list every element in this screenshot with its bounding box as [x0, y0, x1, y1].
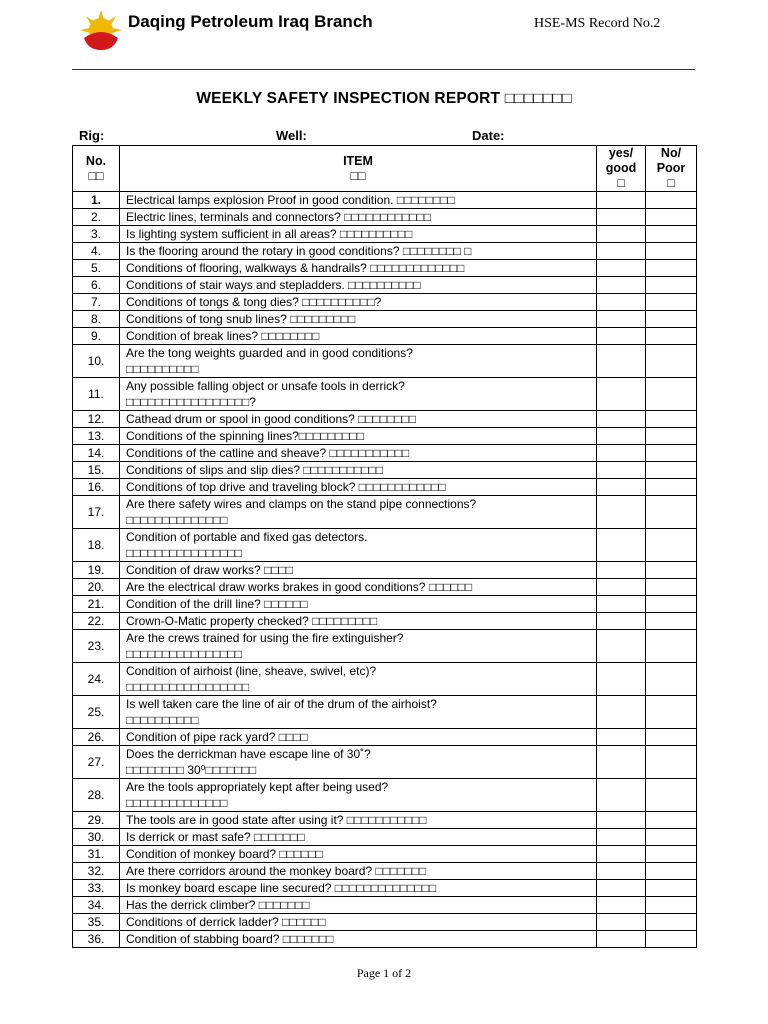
yes-good-cell[interactable] [597, 779, 646, 812]
yes-good-cell[interactable] [597, 260, 646, 277]
yes-good-cell[interactable] [597, 829, 646, 846]
row-item [120, 729, 597, 746]
row-item [120, 696, 597, 729]
row-item-text: Conditions of tongs & tong dies? □□□□□□□□□□? [126, 295, 382, 309]
row-item-text: Is the flooring around the rotary in good conditions? □□□□□□□□ □ [126, 244, 472, 258]
yes-good-cell[interactable] [597, 630, 646, 663]
row-number: 19. [73, 562, 120, 579]
yes-good-cell[interactable] [597, 696, 646, 729]
no-poor-cell[interactable] [646, 863, 697, 880]
row-item-text: Conditions of tong snub lines? □□□□□□□□□ [126, 312, 356, 326]
no-poor-cell[interactable] [646, 812, 697, 829]
table-row [73, 663, 697, 696]
row-number: 35. [73, 914, 120, 931]
row-item [120, 345, 597, 378]
yes-good-cell[interactable] [597, 294, 646, 311]
row-item [120, 411, 597, 428]
row-item [120, 812, 597, 829]
row-item-text: Conditions of top drive and traveling block? □□□□□□□□□□□□ [126, 480, 446, 494]
table-row [73, 812, 697, 829]
no-poor-cell[interactable] [646, 311, 697, 328]
row-item [120, 226, 597, 243]
table-row [73, 696, 697, 729]
yes-good-cell[interactable] [597, 863, 646, 880]
row-item-text-zh: □□□□□□□□□□□□□□ [126, 513, 228, 527]
no-poor-cell[interactable] [646, 277, 697, 294]
row-number: 31. [73, 846, 120, 863]
row-item-text-zh: □□□□□□□□ 30⁰□□□□□□□ [126, 763, 257, 777]
row-item [120, 829, 597, 846]
row-item-text: Is lighting system sufficient in all areas? □□□□□□□□□□ [126, 227, 413, 241]
row-item-text: Cathead drum or spool in good conditions? □□□□□□□□ [126, 412, 417, 426]
row-number: 6. [73, 277, 120, 294]
row-number: 23. [73, 630, 120, 663]
row-item-text: Crown-O-Matic property checked? □□□□□□□□□ [126, 614, 378, 628]
inspection-table [72, 145, 697, 948]
row-item-text: Are there safety wires and clamps on the stand pipe connections? [126, 497, 477, 511]
row-item-text: Electric lines, terminals and connectors? □□□□□□□□□□□□ [126, 210, 432, 224]
row-item [120, 579, 597, 596]
no-poor-cell[interactable] [646, 663, 697, 696]
row-number: 18. [73, 529, 120, 562]
header-no-sub: □□ [88, 168, 104, 183]
header-no [73, 146, 120, 192]
row-number: 29. [73, 812, 120, 829]
row-item [120, 630, 597, 663]
no-poor-cell[interactable] [646, 226, 697, 243]
row-number: 24. [73, 663, 120, 696]
row-number: 13. [73, 428, 120, 445]
row-number: 8. [73, 311, 120, 328]
header-no-poor-label: No/ [660, 146, 682, 160]
page-number: Page 1 of 2 [356, 966, 412, 980]
row-item [120, 596, 597, 613]
no-poor-cell[interactable] [646, 462, 697, 479]
row-number: 9. [73, 328, 120, 345]
row-item-text: Electrical lamps explosion Proof in good condition. □□□□□□□□ [126, 193, 455, 207]
date-label: Date: [472, 128, 505, 143]
yes-good-cell[interactable] [597, 663, 646, 696]
row-item-text: Any possible falling object or unsafe tools in derrick? [126, 379, 405, 393]
no-poor-cell[interactable] [646, 294, 697, 311]
row-number: 34. [73, 897, 120, 914]
row-item-text: Condition of airhoist (line, sheave, swivel, etc)? [126, 664, 377, 678]
company-name: Daqing Petroleum Iraq Branch [128, 12, 373, 31]
table-row [73, 311, 697, 328]
yes-good-cell[interactable] [597, 529, 646, 562]
yes-good-cell[interactable] [597, 746, 646, 779]
row-item-text-zh: □□□□□□□□□□□□□□□□□ [126, 680, 250, 694]
table-row [73, 829, 697, 846]
table-row [73, 479, 697, 496]
row-item [120, 294, 597, 311]
table-row [73, 613, 697, 630]
yes-good-cell[interactable] [597, 596, 646, 613]
row-item-text: Are there corridors around the monkey board? □□□□□□□ [126, 864, 427, 878]
row-item [120, 880, 597, 897]
no-poor-cell[interactable] [646, 579, 697, 596]
row-item [120, 779, 597, 812]
table-row [73, 428, 697, 445]
row-item [120, 277, 597, 294]
row-number: 17. [73, 496, 120, 529]
row-item [120, 378, 597, 411]
no-poor-cell[interactable] [646, 529, 697, 562]
table-row [73, 630, 697, 663]
no-poor-cell[interactable] [646, 378, 697, 411]
row-item [120, 479, 597, 496]
row-item [120, 260, 597, 277]
table-row [73, 596, 697, 613]
table-row [73, 579, 697, 596]
no-poor-cell[interactable] [646, 562, 697, 579]
yes-good-cell[interactable] [597, 496, 646, 529]
no-poor-cell[interactable] [646, 496, 697, 529]
table-row [73, 411, 697, 428]
yes-good-cell[interactable] [597, 226, 646, 243]
table-row [73, 729, 697, 746]
row-item-text: Conditions of derrick ladder? □□□□□□ [126, 915, 326, 929]
row-number: 25. [73, 696, 120, 729]
row-item-text: Conditions of slips and slip dies? □□□□□□□□□□□ [126, 463, 384, 477]
table-row [73, 345, 697, 378]
row-item [120, 897, 597, 914]
row-number: 1. [73, 192, 120, 209]
row-item [120, 663, 597, 696]
row-item-text-zh: □□□□□□□□□□□□□□□□ [126, 546, 242, 560]
table-row [73, 880, 697, 897]
row-item-text: Conditions of the spinning lines?□□□□□□□□□ [126, 429, 365, 443]
row-item [120, 914, 597, 931]
row-item-text: Has the derrick climber? □□□□□□□ [126, 898, 310, 912]
row-item [120, 462, 597, 479]
yes-good-cell[interactable] [597, 579, 646, 596]
row-number: 11. [73, 378, 120, 411]
table-row [73, 209, 697, 226]
table-header-row [73, 146, 697, 192]
row-number: 20. [73, 579, 120, 596]
row-item-text: Condition of pipe rack yard? □□□□ [126, 730, 308, 744]
yes-good-cell[interactable] [597, 411, 646, 428]
rig-label: Rig: [79, 128, 105, 143]
row-number: 26. [73, 729, 120, 746]
row-item-text: Is derrick or mast safe? □□□□□□□ [126, 830, 305, 844]
row-item [120, 931, 597, 948]
no-poor-cell[interactable] [646, 729, 697, 746]
row-number: 27. [73, 746, 120, 779]
row-item-text: Does the derrickman have escape line of 30˚? [126, 747, 371, 761]
row-number: 33. [73, 880, 120, 897]
yes-good-cell[interactable] [597, 428, 646, 445]
no-poor-cell[interactable] [646, 696, 697, 729]
header-no-label: No. [85, 153, 107, 168]
row-item [120, 428, 597, 445]
header-item-sub: □□ [350, 168, 366, 183]
row-number: 15. [73, 462, 120, 479]
no-poor-cell[interactable] [646, 411, 697, 428]
table-row [73, 562, 697, 579]
row-number: 22. [73, 613, 120, 630]
table-row [73, 746, 697, 779]
table-row [73, 496, 697, 529]
no-poor-cell[interactable] [646, 931, 697, 948]
row-item [120, 328, 597, 345]
header-no-poor-label2: Poor [656, 161, 686, 175]
yes-good-cell[interactable] [597, 378, 646, 411]
table-row [73, 863, 697, 880]
row-item [120, 746, 597, 779]
row-item [120, 613, 597, 630]
header-no-poor [646, 146, 697, 192]
no-poor-cell[interactable] [646, 209, 697, 226]
row-item [120, 243, 597, 260]
no-poor-cell[interactable] [646, 880, 697, 897]
row-item-text-zh: □□□□□□□□□□ [126, 713, 199, 727]
yes-good-cell[interactable] [597, 729, 646, 746]
row-item [120, 192, 597, 209]
row-item-text: Condition of draw works? □□□□ [126, 563, 294, 577]
table-row [73, 378, 697, 411]
table-row [73, 192, 697, 209]
no-poor-cell[interactable] [646, 260, 697, 277]
header-divider [72, 69, 695, 70]
table-row [73, 779, 697, 812]
table-row [73, 462, 697, 479]
row-item-text: Condition of break lines? □□□□□□□□ [126, 329, 320, 343]
table-row [73, 846, 697, 863]
yes-good-cell[interactable] [597, 328, 646, 345]
row-number: 10. [73, 345, 120, 378]
no-poor-cell[interactable] [646, 829, 697, 846]
no-poor-cell[interactable] [646, 596, 697, 613]
row-item-text: Condition of stabbing board? □□□□□□□ [126, 932, 334, 946]
row-number: 12. [73, 411, 120, 428]
yes-good-cell[interactable] [597, 277, 646, 294]
table-row [73, 277, 697, 294]
row-item-text: Is well taken care the line of air of the drum of the airhoist? [126, 697, 437, 711]
yes-good-cell[interactable] [597, 613, 646, 630]
row-item-text: Are the tools appropriately kept after being used? [126, 780, 389, 794]
row-item-text: Is monkey board escape line secured? □□□□□□□□□□□□□□ [126, 881, 437, 895]
row-item-text: Conditions of the catline and sheave? □□□□□□□□□□□ [126, 446, 410, 460]
header-yes [597, 146, 646, 192]
row-number: 5. [73, 260, 120, 277]
yes-good-cell[interactable] [597, 192, 646, 209]
yes-good-cell[interactable] [597, 311, 646, 328]
header-yes-label2: good [605, 161, 637, 175]
no-poor-cell[interactable] [646, 428, 697, 445]
no-poor-cell[interactable] [646, 192, 697, 209]
well-label: Well: [276, 128, 307, 143]
header-yes-label: yes/ [608, 146, 634, 160]
row-item-text: The tools are in good state after using it? □□□□□□□□□□□ [126, 813, 427, 827]
row-item-text: Conditions of stair ways and stepladders. □□□□□□□□□□ [126, 278, 421, 292]
row-item-text: Are the electrical draw works brakes in good conditions? □□□□□□ [126, 580, 473, 594]
no-poor-cell[interactable] [646, 613, 697, 630]
table-row [73, 226, 697, 243]
row-item-text-zh: □□□□□□□□□□ [126, 362, 199, 376]
table-row [73, 260, 697, 277]
no-poor-cell[interactable] [646, 630, 697, 663]
table-row [73, 294, 697, 311]
no-poor-cell[interactable] [646, 846, 697, 863]
row-number: 21. [73, 596, 120, 613]
header-no-poor-sub: □ [667, 176, 675, 190]
company-logo-icon [78, 8, 124, 52]
row-number: 28. [73, 779, 120, 812]
record-number: HSE-MS Record No.2 [534, 16, 661, 31]
row-item-text-zh: □□□□□□□□□□□□□□□□□? [126, 395, 256, 409]
report-title: WEEKLY SAFETY INSPECTION REPORT □□□□□□□ [196, 90, 572, 107]
table-row [73, 328, 697, 345]
row-number: 14. [73, 445, 120, 462]
row-item [120, 562, 597, 579]
yes-good-cell[interactable] [597, 897, 646, 914]
row-item-text: Condition of portable and fixed gas detectors. [126, 530, 368, 544]
yes-good-cell[interactable] [597, 846, 646, 863]
yes-good-cell[interactable] [597, 812, 646, 829]
row-number: 4. [73, 243, 120, 260]
yes-good-cell[interactable] [597, 479, 646, 496]
yes-good-cell[interactable] [597, 914, 646, 931]
no-poor-cell[interactable] [646, 479, 697, 496]
header-item-label: ITEM [343, 153, 373, 168]
no-poor-cell[interactable] [646, 746, 697, 779]
row-item [120, 496, 597, 529]
yes-good-cell[interactable] [597, 209, 646, 226]
row-item [120, 863, 597, 880]
table-row [73, 897, 697, 914]
table-row [73, 914, 697, 931]
row-item [120, 445, 597, 462]
row-number: 32. [73, 863, 120, 880]
no-poor-cell[interactable] [646, 897, 697, 914]
header-item [120, 146, 597, 192]
yes-good-cell[interactable] [597, 931, 646, 948]
row-item-text: Are the tong weights guarded and in good conditions? [126, 346, 413, 360]
row-item-text: Conditions of flooring, walkways & handrails? □□□□□□□□□□□□□ [126, 261, 465, 275]
row-number: 36. [73, 931, 120, 948]
yes-good-cell[interactable] [597, 880, 646, 897]
row-number: 3. [73, 226, 120, 243]
no-poor-cell[interactable] [646, 914, 697, 931]
row-item-text: Are the crews trained for using the fire extinguisher? [126, 631, 404, 645]
yes-good-cell[interactable] [597, 462, 646, 479]
table-row [73, 931, 697, 948]
table-row [73, 445, 697, 462]
yes-good-cell[interactable] [597, 243, 646, 260]
no-poor-cell[interactable] [646, 445, 697, 462]
no-poor-cell[interactable] [646, 345, 697, 378]
row-item [120, 311, 597, 328]
yes-good-cell[interactable] [597, 562, 646, 579]
row-item [120, 846, 597, 863]
yes-good-cell[interactable] [597, 345, 646, 378]
no-poor-cell[interactable] [646, 328, 697, 345]
row-item-text: Condition of the drill line? □□□□□□ [126, 597, 308, 611]
row-item-text-zh: □□□□□□□□□□□□□□ [126, 796, 228, 810]
row-number: 7. [73, 294, 120, 311]
table-row [73, 529, 697, 562]
row-item-text-zh: □□□□□□□□□□□□□□□□ [126, 647, 242, 661]
row-number: 16. [73, 479, 120, 496]
no-poor-cell[interactable] [646, 243, 697, 260]
yes-good-cell[interactable] [597, 445, 646, 462]
row-item-text: Condition of monkey board? □□□□□□ [126, 847, 323, 861]
no-poor-cell[interactable] [646, 779, 697, 812]
row-item [120, 529, 597, 562]
table-row [73, 243, 697, 260]
header-yes-sub: □ [617, 176, 625, 190]
row-item [120, 209, 597, 226]
row-number: 2. [73, 209, 120, 226]
row-number: 30. [73, 829, 120, 846]
